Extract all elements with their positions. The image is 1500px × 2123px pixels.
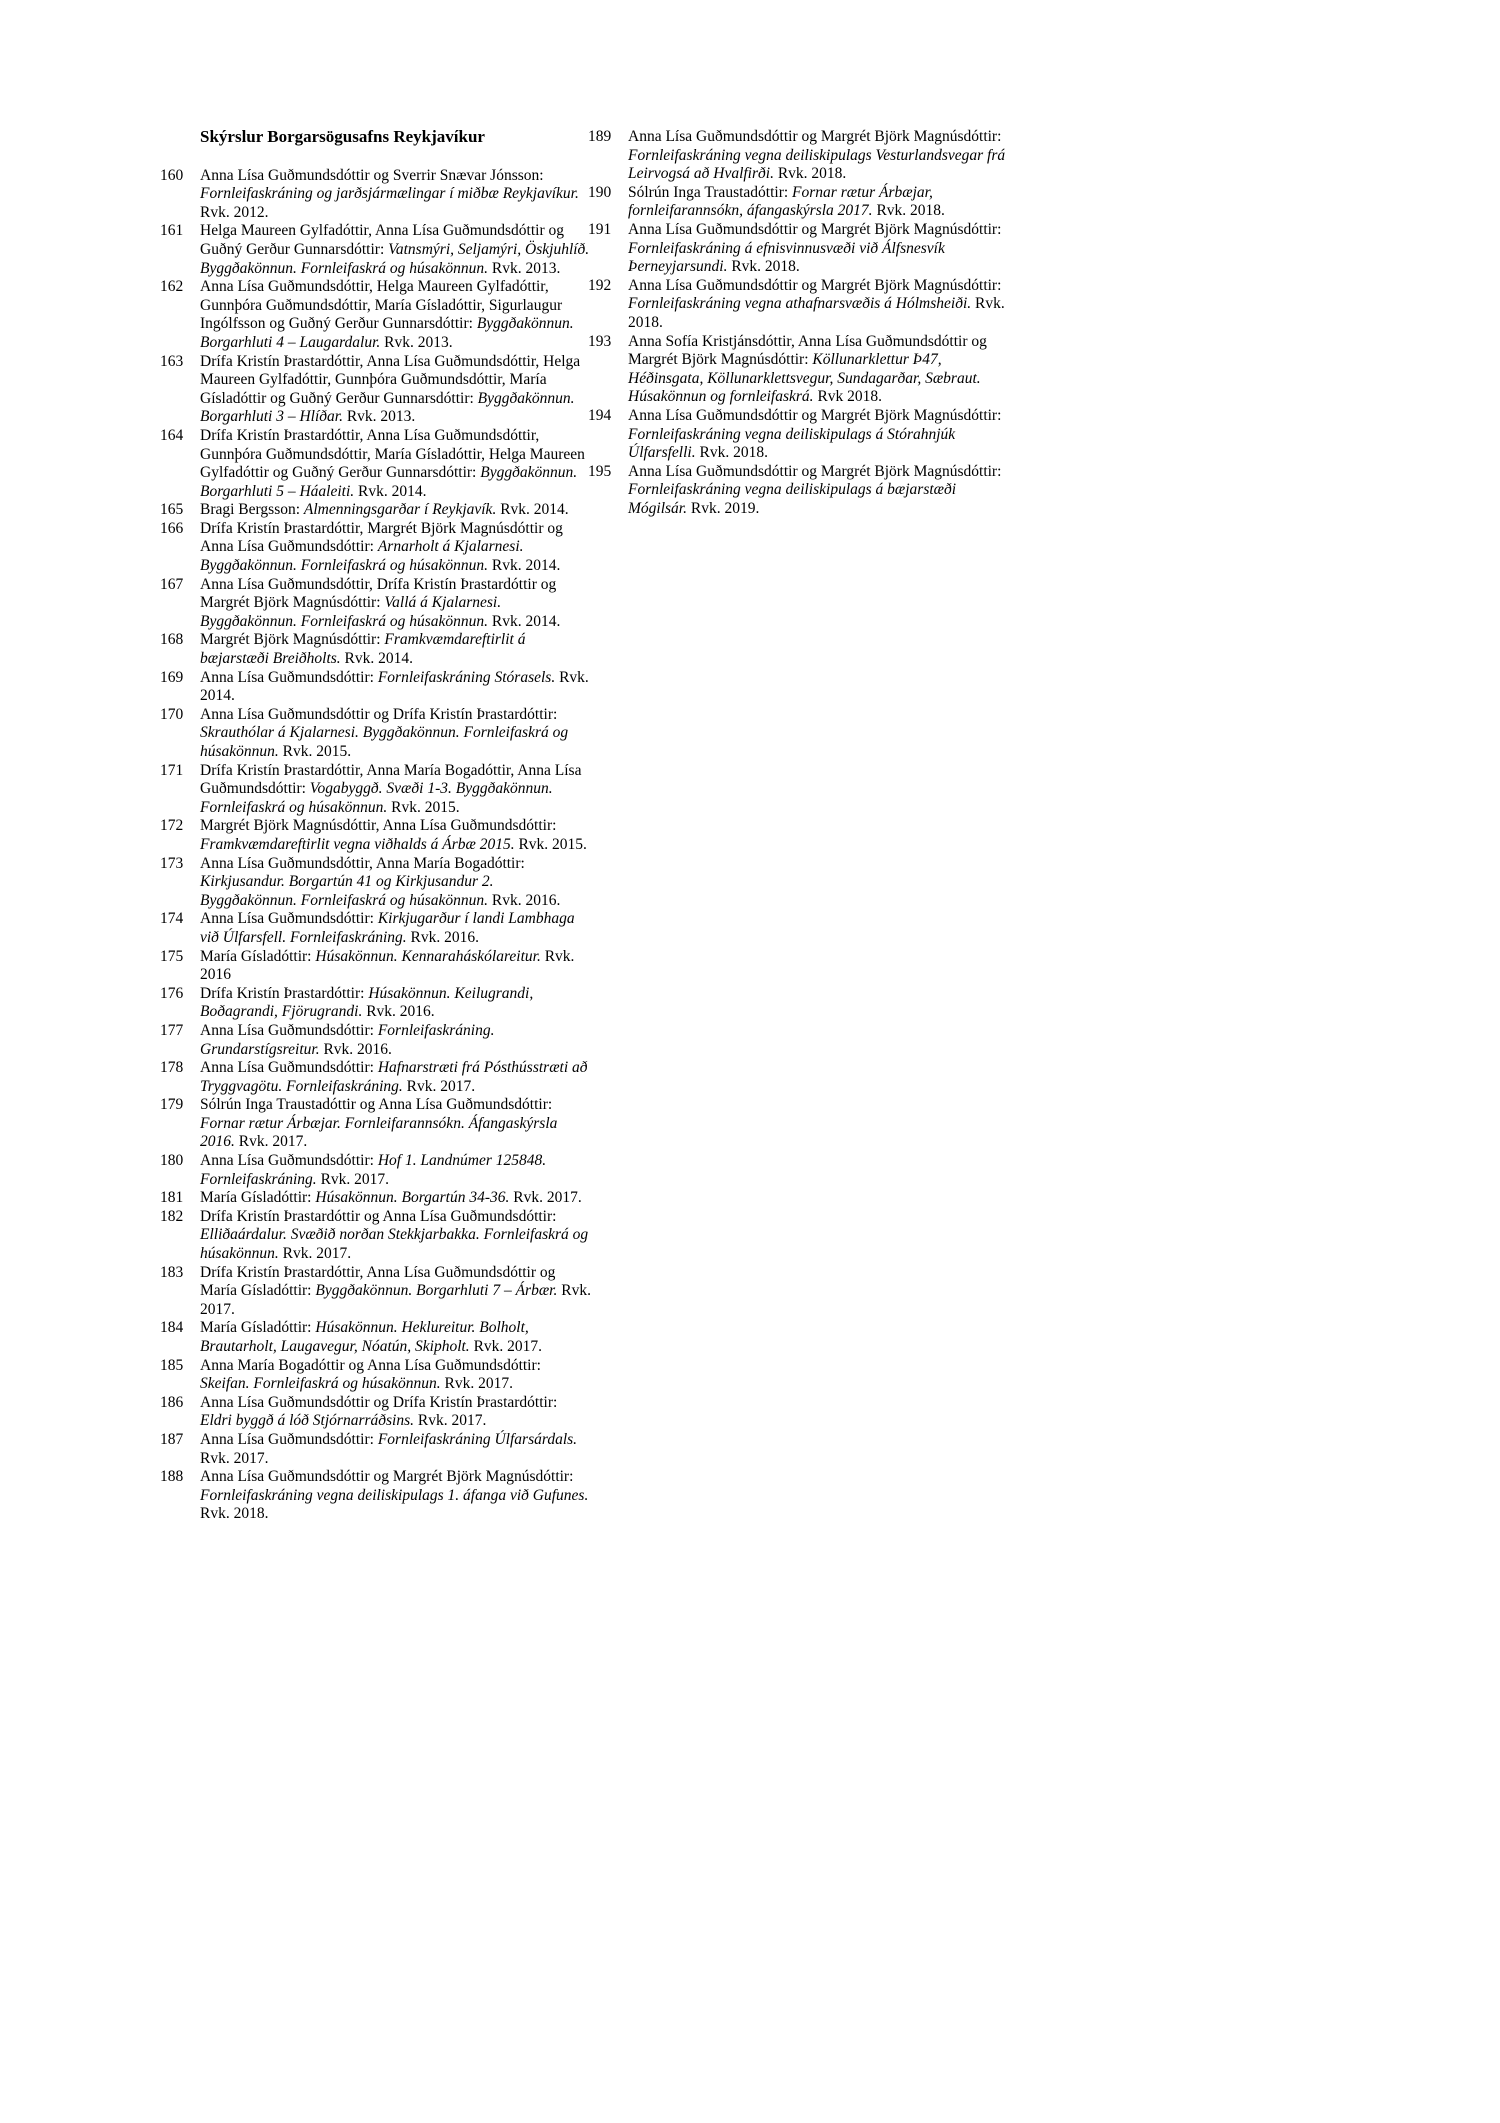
entry-number: 175 [160,947,184,965]
bibliography-entry [160,706,592,762]
entry-imprint: Rvk. 2017. [440,1375,513,1393]
entry-number: 177 [160,1021,184,1039]
entry-text [200,1357,592,1394]
entry-text [628,463,1016,519]
entry-title: Fornleifaskráning vegna athafnarsvæðis á Hólmsheiði. [628,295,972,313]
entry-number: 194 [588,406,612,424]
bibliography-entry [588,128,1016,184]
bibliography-entry [588,184,1016,221]
entry-number: 172 [160,817,184,835]
entry-authors: Anna María Bogadóttir og Anna Lísa Guðmundsdóttir: [200,1356,541,1374]
entry-authors: Anna Lísa Guðmundsdóttir og Margrét Björk Magnúsdóttir: [628,462,1002,480]
bibliography-entry [160,1022,592,1059]
entry-title: Eldri byggð á lóð Stjórnarráðsins. [200,1412,415,1430]
bibliography-entry [588,463,1016,519]
entry-title: Elliðaárdalur. Svæðið norðan Stekkjarbakka. Fornleifaskrá og húsakönnun. [200,1226,589,1263]
entry-title: Fornleifaskráning vegna deiliskipulags Vesturlandsvegar frá Leirvogsá að Hvalfirði. [628,146,1006,183]
entry-authors: Anna Lísa Guðmundsdóttir og Sverrir Snævar Jónsson: [200,166,544,184]
entry-imprint: Rvk. 2012. [200,203,269,221]
bibliography-entry [160,1319,592,1356]
entry-text [628,128,1016,184]
entry-imprint: Rvk. 2016 [200,947,575,984]
entry-authors: María Gísladóttir: [200,947,316,965]
entry-text [200,576,592,632]
bibliography-entry [160,1208,592,1264]
entry-text [200,817,592,854]
entry-imprint: Rvk. 2013. [488,259,561,277]
entry-title: Húsakönnun. Keilugrandi, Boðagrandi, Fjörugrandi. [200,984,534,1021]
entry-authors: Anna Lísa Guðmundsdóttir og Margrét Björk Magnúsdóttir: [628,220,1002,238]
entry-imprint: Rvk. 2014. [354,482,427,500]
entry-authors: María Gísladóttir: [200,1189,316,1207]
entry-imprint: Rvk. 2013. [342,408,416,426]
entry-title: Hafnarstræti frá Pósthússtræti að Tryggvagötu. Fornleifaskráning. [200,1059,588,1095]
entry-title: Vogabyggð. Svæði 1-3. Byggðakönnun. Fornleifaskrá og húsakönnun. [200,780,553,816]
entry-title: Vatnsmýri, Seljamýri, Öskjuhlíð. Byggðakönnun. Fornleifaskrá og húsakönnun. [200,240,590,277]
entry-imprint: Rvk. 2017. [414,1412,487,1430]
entry-text [200,1394,592,1431]
entry-imprint: Rvk. 2017. [200,1449,269,1467]
entry-text [200,1468,592,1524]
entry-authors: María Gísladóttir: [200,1319,316,1337]
entry-title: Kirkjusandur. Borgartún 41 og Kirkjusandur 2. Byggðakönnun. Fornleifaskrá og húsakönnun. [200,873,494,909]
bibliography-entry [160,1357,592,1394]
bibliography-entry [160,762,592,818]
entry-imprint: Rvk. 2018. [628,295,1005,331]
entry-number: 170 [160,705,184,723]
entry-imprint: Rvk. 2017. [234,1133,308,1151]
bibliography-entry [160,222,592,278]
entry-authors: Anna Lísa Guðmundsdóttir: [200,1152,378,1170]
entry-authors: Anna Lísa Guðmundsdóttir, Drífa Kristín Þrastardóttir og Margrét Björk Magnúsdóttir: [200,575,557,612]
bibliography-entry [588,277,1016,333]
entry-number: 171 [160,761,184,779]
entry-text [200,501,592,520]
entry-imprint: Rvk. 2015. [514,835,587,853]
entry-text [200,1208,592,1264]
bibliography-entry [160,669,592,706]
entry-authors: Drífa Kristín Þrastardóttir: [200,984,369,1002]
entry-authors: Anna Lísa Guðmundsdóttir, Anna María Bogadóttir: [200,854,525,872]
entry-number: 164 [160,426,184,444]
entry-number: 189 [588,128,612,145]
entry-number: 188 [160,1468,184,1486]
entry-title: Byggðakönnun. Borgarhluti 5 – Háaleiti. [200,464,578,500]
bibliography-entry [160,817,592,854]
entry-title: Byggðakönnun. Borgarhluti 4 – Laugardalur. [200,315,574,351]
entry-imprint: Rvk. 2017. [316,1170,390,1188]
entry-title: Fornleifaskráning vegna deiliskipulags á Stórahnjúk Úlfarsfelli. [628,425,956,462]
entry-authors: Drífa Kristín Þrastardóttir og Anna Lísa Guðmundsdóttir: [200,1207,557,1225]
entry-imprint: Rvk. 2017. [200,1282,591,1318]
entry-imprint: Rvk. 2018. [200,1505,269,1523]
bibliography-entry [160,353,592,427]
bibliography-entry [160,427,592,501]
entry-title: Fornleifaskráning. Grundarstígsreitur. [200,1021,495,1058]
entry-authors: Anna Lísa Guðmundsdóttir: [200,910,378,928]
entry-authors: Anna Lísa Guðmundsdóttir og Drífa Kristín Þrastardóttir: [200,1393,558,1411]
entry-list-right [588,128,1016,518]
entry-imprint: Rvk. 2013. [380,333,453,351]
entry-imprint: Rvk 2018. [813,388,883,406]
entry-title: Fornleifaskráning vegna deiliskipulags 1. áfanga við Gufunes. [200,1486,589,1504]
entry-authors: Anna Lísa Guðmundsdóttir og Margrét Björk Magnúsdóttir: [628,128,1002,145]
bibliography-entry [160,1152,592,1189]
entry-title: Skrauthólar á Kjalarnesi. Byggðakönnun. Fornleifaskrá og húsakönnun. [200,724,569,760]
entry-imprint: Rvk. 2015. [278,743,352,760]
entry-text [200,1152,592,1189]
entry-text [200,520,592,576]
entry-title: Fornleifaskráning á efnisvinnusvæði við Álfsnesvík Þerneyjarsundi. [628,239,945,276]
entry-number: 165 [160,501,184,519]
entry-authors: Anna Lísa Guðmundsdóttir og Drífa Kristín Þrastardóttir: [200,705,558,723]
entry-authors: Anna Lísa Guðmundsdóttir og Margrét Björk Magnúsdóttir: [200,1468,574,1486]
entry-number: 168 [160,631,184,649]
entry-authors: Anna Lísa Guðmundsdóttir: [200,1059,378,1077]
entry-authors: Drífa Kristín Þrastardóttir, Margrét Björk Magnúsdóttir og Anna Lísa Guðmundsdóttir: [200,519,563,556]
entry-text [628,221,1016,277]
entry-imprint: Rvk. 2018. [872,202,945,220]
bibliography-entry [588,407,1016,463]
entry-authors: Margrét Björk Magnúsdóttir: [200,631,385,649]
entry-number: 181 [160,1189,184,1207]
entry-text [200,427,592,501]
entry-number: 187 [160,1430,184,1448]
entry-list-left [160,167,592,1524]
bibliography-entry [160,167,592,223]
entry-number: 166 [160,519,184,537]
entry-text [628,184,1016,221]
entry-number: 183 [160,1263,184,1281]
entry-title: Byggðakönnun. Borgarhluti 7 – Árbær. [315,1282,558,1300]
entry-text [200,1319,592,1356]
bibliography-entry [160,1431,592,1468]
entry-number: 167 [160,575,184,593]
entry-title: Framkvæmdareftirlit á bæjarstæði Breiðholts. [200,631,526,668]
entry-imprint: Rvk. 2014. [496,501,569,519]
entry-authors: Drífa Kristín Þrastardóttir, Anna Lísa Guðmundsdóttir, Helga Maureen Gylfadóttir, Gunnþóra Guðmundsdóttir, María Gísladóttir og Guðný Gerður Gunnarsdóttir: [200,352,581,407]
entry-number: 174 [160,910,184,928]
entry-authors: Anna Lísa Guðmundsdóttir: [200,1021,378,1039]
entry-text [200,1431,592,1468]
bibliography-entry [160,1394,592,1431]
bibliography-entry [160,948,592,985]
entry-imprint: Rvk. 2015. [387,798,460,816]
bibliography-entry [160,910,592,947]
bibliography-entry [160,1189,592,1208]
bibliography-entry [160,501,592,520]
entry-text [200,167,592,223]
entry-text [628,333,1016,407]
entry-title: Framkvæmdareftirlit vegna viðhalds á Árbæ 2015. [200,835,515,853]
entry-text [628,407,1016,463]
entry-imprint: Rvk. 2016. [362,1003,435,1021]
bibliography-entry [160,985,592,1022]
entry-title: Fornar rætur Árbæjar. Fornleifarannsókn. Áfangaskýrsla 2016. [200,1114,558,1151]
entry-text [200,1189,592,1208]
entry-text [200,353,592,427]
entry-authors: Anna Lísa Guðmundsdóttir: [200,1430,378,1448]
entry-text [200,1264,592,1320]
entry-imprint: Rvk. 2016. [319,1040,392,1058]
page-title: Skýrslur Borgarsögusafns Reykjavíkur [200,127,485,146]
bibliography-entry [160,1096,592,1152]
entry-title: Kirkjugarður í landi Lambhaga við Úlfarsfell. Fornleifaskráning. [200,910,575,946]
entry-authors: Sólrún Inga Traustadóttir og Anna Lísa Guðmundsdóttir: [200,1096,553,1114]
entry-authors: Anna Lísa Guðmundsdóttir: [200,668,378,686]
bibliography-entry [160,278,592,352]
entry-text [200,278,592,352]
entry-text [200,1059,592,1096]
entry-title: Byggðakönnun. Borgarhluti 3 – Hlíðar. [200,389,575,426]
entry-imprint: Rvk. 2014. [200,668,589,705]
entry-authors: Bragi Bergsson: [200,501,304,519]
entry-text [628,277,1016,333]
entry-number: 192 [588,276,612,294]
entry-imprint: Rvk. 2019. [687,499,760,517]
bibliography-entry [160,576,592,632]
entry-title: Hof 1. Landnúmer 125848. Fornleifaskráning. [200,1152,547,1188]
entry-authors: Helga Maureen Gylfadóttir, Anna Lísa Guðmundsdóttir og Guðný Gerður Gunnarsdóttir: [200,222,564,258]
left-column [160,128,592,1524]
entry-imprint: Rvk. 2016. [406,928,479,946]
entry-number: 178 [160,1059,184,1077]
entry-authors: Anna Lísa Guðmundsdóttir og Margrét Björk Magnúsdóttir: [628,406,1002,424]
entry-authors: Anna Lísa Guðmundsdóttir og Margrét Björk Magnúsdóttir: [628,276,1002,294]
entry-title: Skeifan. Fornleifaskrá og húsakönnun. [200,1375,441,1393]
entry-number: 184 [160,1319,184,1337]
entry-text [200,948,592,985]
entry-title: Almenningsgarðar í Reykjavík. [303,501,497,519]
bibliography-entry [588,221,1016,277]
entry-number: 190 [588,183,612,201]
entry-number: 186 [160,1393,184,1411]
entry-number: 195 [588,462,612,480]
entry-imprint: Rvk. 2017. [469,1338,543,1355]
entry-title: Húsakönnun. Kennaraháskólareitur. [315,947,541,965]
entry-text [200,706,592,762]
entry-text [200,222,592,278]
entry-title: Fornleifaskráning Stórasels. [377,668,556,686]
entry-authors: Sólrún Inga Traustadóttir: [628,183,793,201]
entry-number: 163 [160,352,184,370]
entry-imprint: Rvk. 2014. [340,650,414,668]
entry-number: 162 [160,278,184,296]
entry-authors: Drífa Kristín Þrastardóttir, Anna María Bogadóttir, Anna Lísa Guðmundsdóttir: [200,761,582,798]
entry-imprint: Rvk. 2018. [727,258,800,276]
entry-number: 173 [160,854,184,872]
entry-text [200,910,592,947]
entry-number: 185 [160,1356,184,1374]
entry-title: Húsakönnun. Heklureitur. Bolholt, Brautarholt, Laugavegur, Nóatún, Skipholt. [200,1319,529,1355]
entry-imprint: Rvk. 2017. [278,1245,352,1263]
entry-text [200,855,592,911]
entry-text [200,631,592,668]
entry-imprint: Rvk. 2017. [402,1077,476,1095]
bibliography-entry [588,333,1016,407]
entry-title: Húsakönnun. Borgartún 34-36. [315,1189,510,1207]
entry-text [200,762,592,818]
bibliography-entry [160,520,592,576]
entry-number: 191 [588,220,612,238]
bibliography-entry [160,1059,592,1096]
entry-title: Fornleifaskráning Úlfarsárdals. [377,1430,578,1448]
entry-imprint: Rvk. 2018. [773,165,847,183]
entry-number: 169 [160,668,184,686]
entry-title: Fornleifaskráning vegna deiliskipulags á bæjarstæði Mógilsár. [628,481,957,517]
bibliography-entry [160,631,592,668]
entry-imprint: Rvk. 2014. [488,612,561,630]
entry-number: 182 [160,1207,184,1225]
entry-imprint: Rvk. 2014. [488,557,561,575]
bibliography-entry [160,1264,592,1320]
entry-authors: Drífa Kristín Þrastardóttir, Anna Lísa Guðmundsdóttir og María Gísladóttir: [200,1263,556,1300]
entry-title: Vallá á Kjalarnesi. Byggðakönnun. Fornleifaskrá og húsakönnun. [200,594,502,630]
entry-text [200,1096,592,1152]
entry-number: 161 [160,222,184,240]
entry-imprint: Rvk. 2018. [695,444,768,462]
entry-text [200,669,592,706]
entry-number: 180 [160,1152,184,1170]
entry-imprint: Rvk. 2017. [509,1189,582,1207]
entry-number: 176 [160,984,184,1002]
entry-authors: Margrét Björk Magnúsdóttir, Anna Lísa Guðmundsdóttir: [200,817,557,835]
entry-number: 193 [588,332,612,350]
entry-text [200,1022,592,1059]
entry-title: Fornar rætur Árbæjar, fornleifarannsókn, áfangaskýrsla 2017. [628,183,933,220]
entry-title: Arnarholt á Kjalarnesi. Byggðakönnun. Fornleifaskrá og húsakönnun. [200,538,524,575]
entry-number: 160 [160,166,184,184]
entry-text [200,985,592,1022]
entry-title: Fornleifaskráning og jarðsjármælingar í miðbæ Reykjavíkur. [200,185,579,203]
entry-authors: Drífa Kristín Þrastardóttir, Anna Lísa Guðmundsdóttir, Gunnþóra Guðmundsdóttir, María Gísladóttir, Helga Maureen Gylfadóttir og Guðný Gerður Gunnarsdóttir: [200,426,585,482]
entry-imprint: Rvk. 2016. [488,891,561,909]
entry-authors: Anna Sofía Kristjánsdóttir, Anna Lísa Guðmundsdóttir og Margrét Björk Magnúsdóttir: [628,332,987,369]
entry-number: 179 [160,1096,184,1114]
entry-authors: Anna Lísa Guðmundsdóttir, Helga Maureen Gylfadóttir, Gunnþóra Guðmundsdóttir, María Gísladóttir, Sigurlaugur Ingólfsson og Guðný Gerður Gunnarsdóttir: [200,278,563,333]
bibliography-entry [160,1468,592,1524]
entry-title: Köllunarklettur Þ47, Héðinsgata, Köllunarklettsvegur, Sundagarðar, Sæbraut. Húsakönnun og fornleifaskrá. [628,351,981,406]
bibliography-entry [160,855,592,911]
